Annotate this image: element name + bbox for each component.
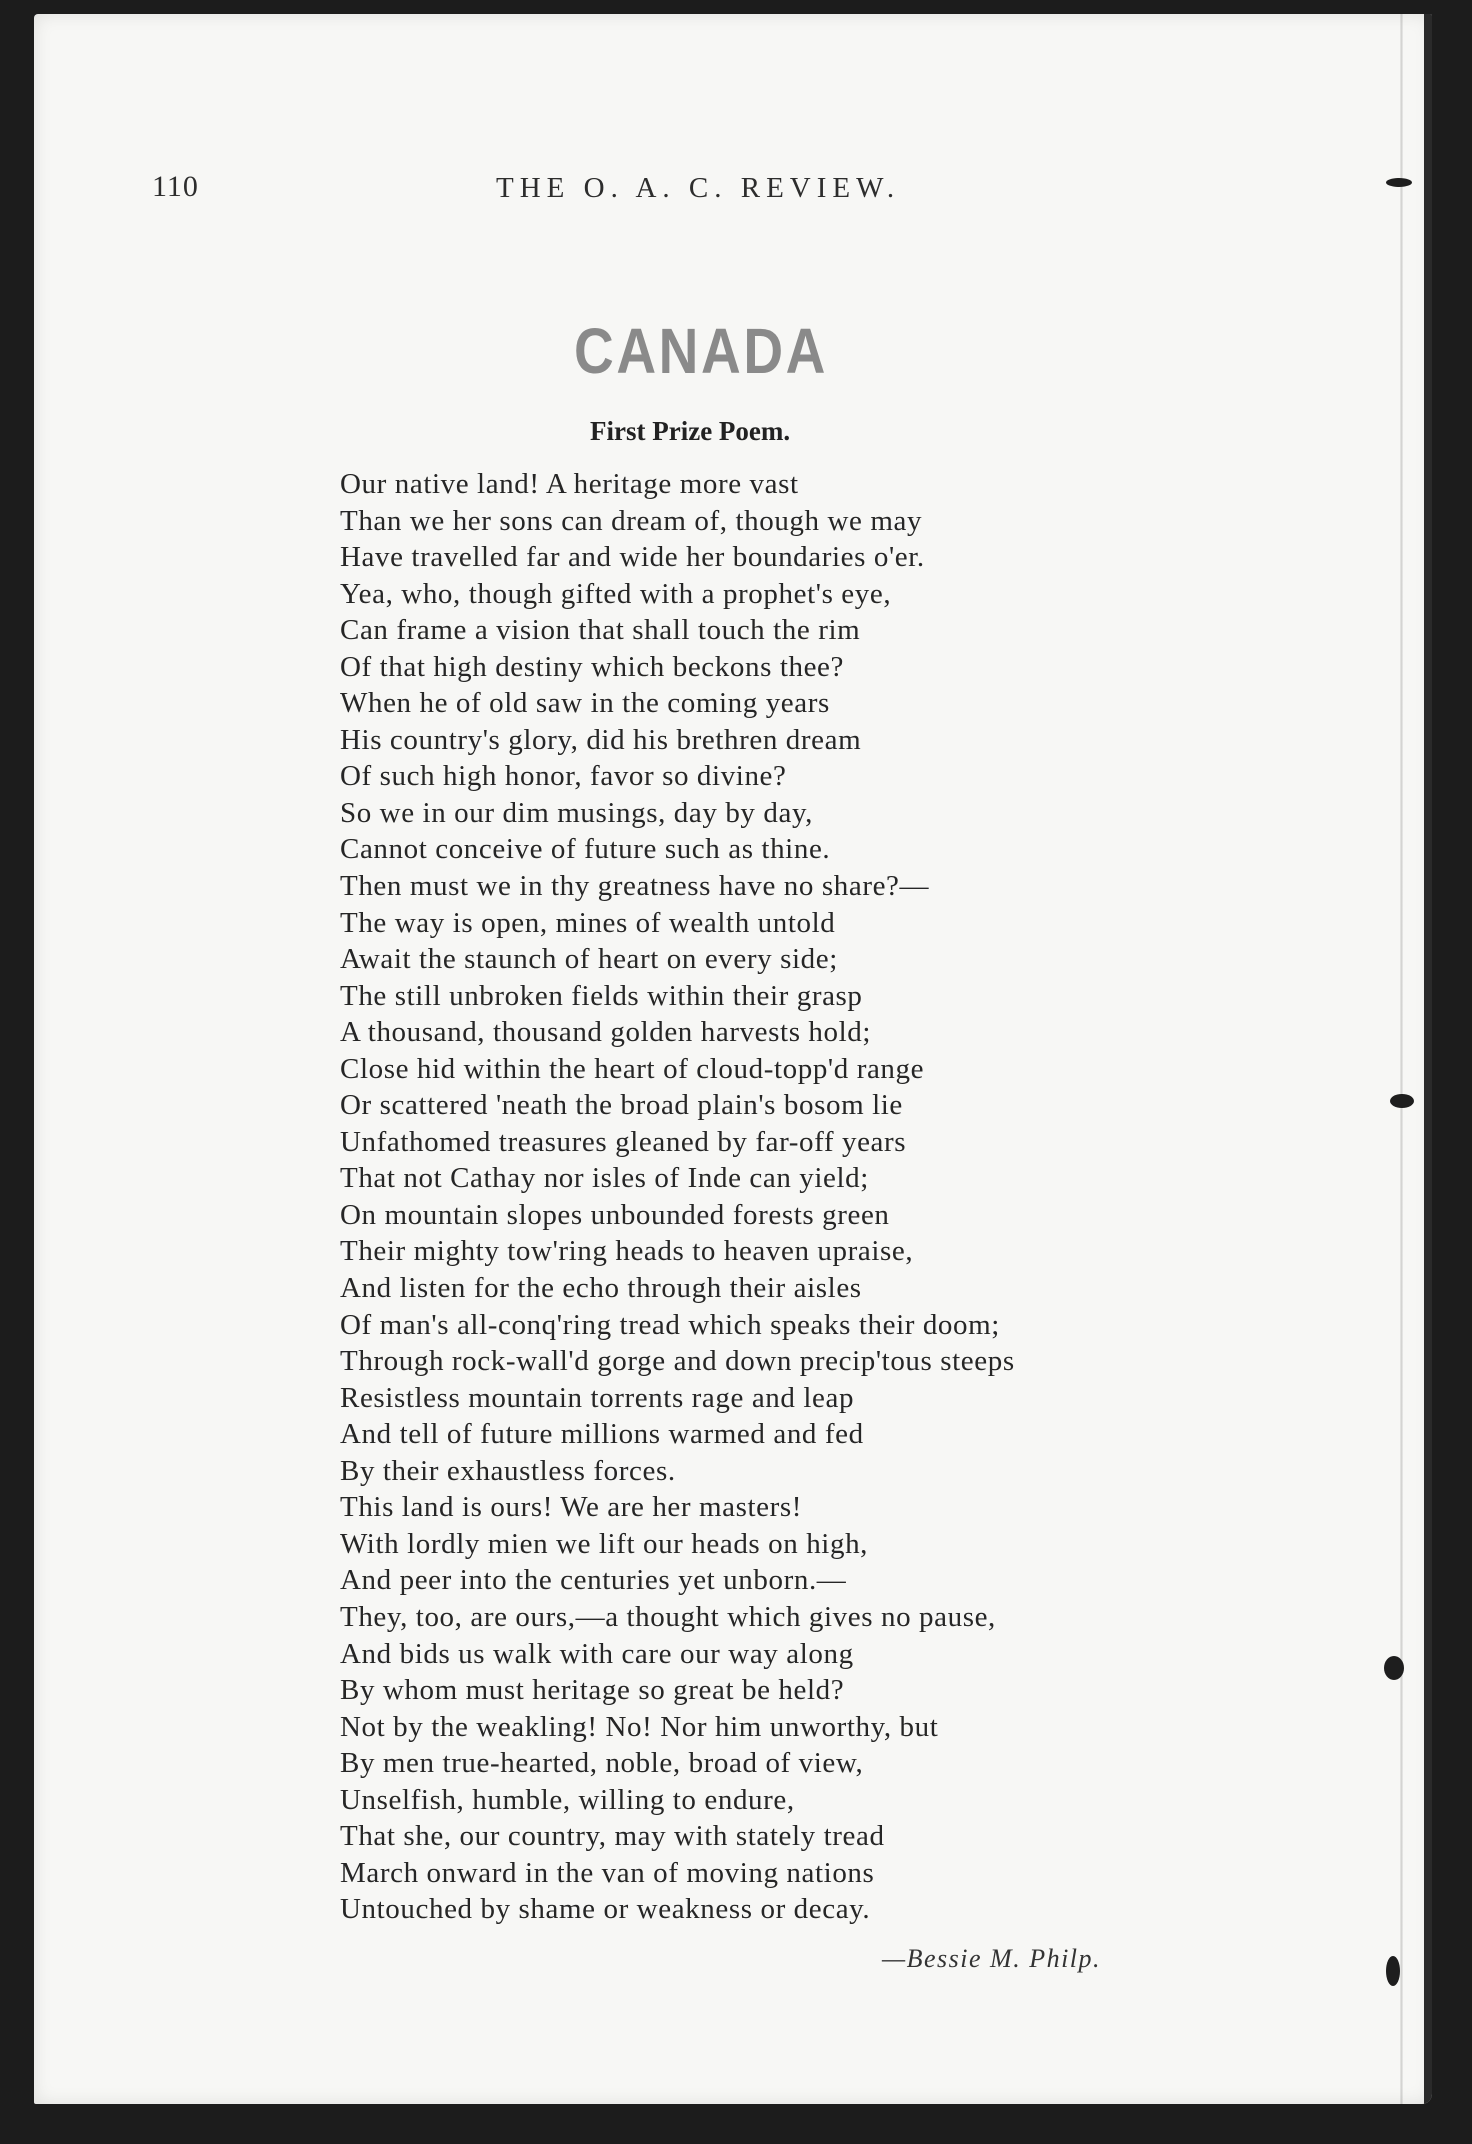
poem-line: Yea, who, though gifted with a prophet's eye,	[340, 577, 892, 610]
poem-line: That not Cathay nor isles of Inde can yield;	[340, 1162, 869, 1195]
poem-attribution: —Bessie M. Philp.	[882, 1944, 1102, 1973]
poem-line: Not by the weakling! No! Nor him unworthy, but	[340, 1710, 939, 1743]
binding-hole-mark	[1386, 1956, 1400, 1986]
poem-line: Of man's all-conq'ring tread which speaks their doom;	[340, 1308, 1000, 1341]
poem-line: So we in our dim musings, day by day,	[340, 796, 814, 829]
poem-line: And tell of future millions warmed and fed	[340, 1418, 864, 1451]
poem-line: The still unbroken fields within their grasp	[340, 979, 863, 1012]
poem-line: On mountain slopes unbounded forests green	[340, 1198, 890, 1231]
poem-body	[340, 466, 1015, 1928]
poem-line: And listen for the echo through their aisles	[340, 1272, 862, 1305]
poem-line: His country's glory, did his brethren dream	[340, 723, 862, 756]
poem-line: And bids us walk with care our way along	[340, 1637, 854, 1670]
poem-line: When he of old saw in the coming years	[340, 687, 830, 720]
poem-title: CANADA	[574, 315, 828, 387]
poem-line: The way is open, mines of wealth untold	[340, 906, 836, 939]
poem-line: Await the staunch of heart on every side;	[340, 943, 838, 976]
poem-line: Have travelled far and wide her boundaries o'er.	[340, 541, 925, 574]
poem-line: Then must we in thy greatness have no share?—	[340, 870, 930, 903]
poem-line: Our native land! A heritage more vast	[340, 468, 799, 500]
poem-line: Can frame a vision that shall touch the rim	[340, 614, 861, 647]
poem-line: This land is ours! We are her masters!	[340, 1491, 803, 1524]
running-title: THE O. A. C. REVIEW.	[496, 172, 901, 204]
poem-line: Cannot conceive of future such as thine.	[340, 833, 831, 866]
page-number: 110	[152, 170, 199, 203]
poem-line: And peer into the centuries yet unborn.—	[340, 1564, 847, 1597]
poem-line: March onward in the van of moving nations	[340, 1856, 875, 1889]
poem-subtitle: First Prize Poem.	[590, 416, 791, 446]
poem-line: With lordly mien we lift our heads on high,	[340, 1527, 869, 1560]
poem-line: Of such high honor, favor so divine?	[340, 760, 787, 793]
poem-line: By their exhaustless forces.	[340, 1454, 676, 1487]
poem-line: Unfathomed treasures gleaned by far-off years	[340, 1125, 907, 1158]
poem-line: That she, our country, may with stately tread	[340, 1820, 885, 1853]
scanned-page	[34, 14, 1432, 2104]
binding-hole-mark	[1390, 1094, 1414, 1108]
poem-line: By whom must heritage so great be held?	[340, 1674, 845, 1707]
poem-line: By men true-hearted, noble, broad of view,	[340, 1747, 864, 1780]
poem-line: They, too, are ours,—a thought which gives no pause,	[340, 1600, 996, 1633]
page-edge	[1424, 14, 1432, 2104]
poem-line: Close hid within the heart of cloud-topp'd range	[340, 1052, 925, 1085]
poem-line: Than we her sons can dream of, though we may	[340, 504, 923, 537]
poem-line: A thousand, thousand golden harvests hold;	[340, 1016, 872, 1049]
poem-line: Through rock-wall'd gorge and down precip'tous steeps	[340, 1345, 1015, 1378]
poem-line: Or scattered 'neath the broad plain's bosom lie	[340, 1089, 903, 1122]
poem-line: Of that high destiny which beckons thee?	[340, 650, 844, 683]
page-fold-shadow	[1400, 14, 1403, 2104]
poem-line: Their mighty tow'ring heads to heaven upraise,	[340, 1235, 914, 1268]
binding-hole-mark	[1386, 178, 1412, 187]
poem-line: Untouched by shame or weakness or decay.	[340, 1893, 871, 1926]
poem-line: Resistless mountain torrents rage and leap	[340, 1381, 855, 1414]
poem-line: Unselfish, humble, willing to endure,	[340, 1783, 795, 1816]
binding-hole-mark	[1384, 1656, 1404, 1680]
